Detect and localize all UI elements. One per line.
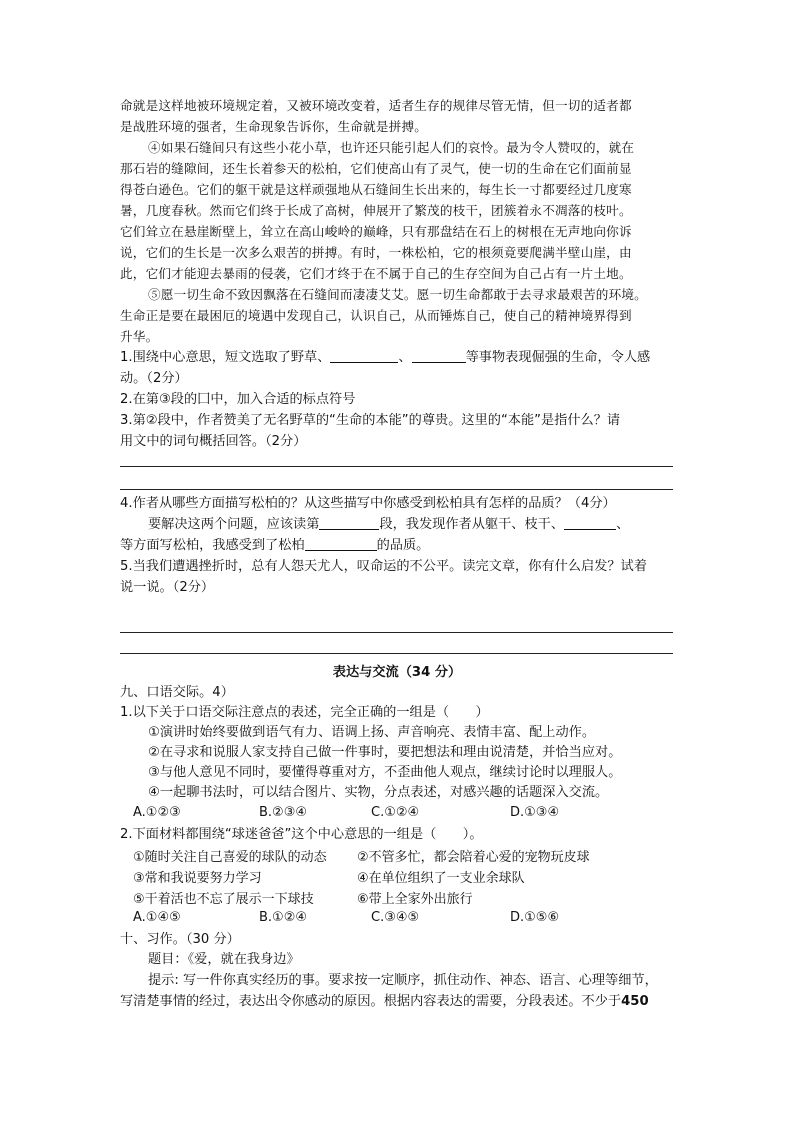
essay-hint: 提示: 写一件你真实经历的事。要求按一定顺序，抓住动作、神态、语言、心理等细节，	[148, 973, 658, 988]
answer-blank[interactable]	[412, 348, 466, 363]
question-text: 要解决这两个问题，应该读第	[148, 517, 320, 532]
choice-option-b[interactable]: B.②③④	[259, 805, 308, 820]
answer-line[interactable]	[120, 466, 673, 467]
question-text: 、	[616, 517, 630, 532]
part-10-heading: 十、习作。（30 分）	[120, 932, 240, 947]
choice-option-d[interactable]: D.①⑤⑥	[510, 910, 560, 925]
question-1-cont: 动。（2分）	[120, 371, 188, 386]
passage-line: 说，它们的生长是一次多么艰苦的拼搏。有时，一株松柏，它的根须竟要爬满半壁山崖，由	[120, 245, 632, 260]
material-item: ⑥带上全家外出旅行	[357, 892, 473, 907]
statement-item: ②在寻求和说服人家支持自己做一件事时，要把想法和理由说清楚，并恰当应对。	[148, 745, 622, 760]
answer-line[interactable]	[120, 489, 673, 490]
answer-blank[interactable]	[319, 515, 379, 530]
passage-line: ④如果石缝间只有这些小花小草，也许还只能引起人们的哀怜。最为令人赞叹的，就在	[148, 140, 635, 155]
passage-line: 此，它们才能迎去暴雨的侵袭，它们才终于在不属于自己的生存空间为自己占有一片土地。	[120, 266, 632, 281]
word-count: 450	[621, 994, 649, 1009]
question-text: 、	[398, 350, 412, 365]
question-text: 等方面写松柏，我感受到了松柏	[120, 538, 305, 553]
answer-blank[interactable]	[305, 536, 377, 551]
section-title: 表达与交流（34 分）	[332, 665, 462, 680]
answer-line[interactable]	[120, 632, 673, 633]
question-text: 1.围绕中心意思，短文选取了野草、	[120, 350, 331, 365]
choice-option-a[interactable]: A.①④⑤	[133, 910, 181, 925]
question-4-fill-cont	[120, 536, 429, 556]
material-item: ②不管多忙，都会陪着心爱的宠物玩皮球	[357, 850, 590, 865]
passage-line: 那石岩的缝隙间，还生长着参天的松柏，它们使高山有了灵气，使一切的生命在它们面前显	[120, 161, 632, 176]
choice-option-a[interactable]: A.①②③	[133, 805, 181, 820]
statement-item: ①演讲时始终要做到语气有力、语调上扬、声音响亮、表情丰富、配上动作。	[148, 725, 596, 740]
essay-hint-cont	[120, 992, 649, 1012]
passage-line: ⑤愿一切生命不致因飘落在石缝间而凄凄艾艾。愿一切生命都敢于去寻求最艰苦的环境。	[148, 287, 647, 302]
answer-line[interactable]	[120, 653, 673, 654]
answer-blank[interactable]	[330, 348, 398, 363]
passage-line: 暑，几度春秋。然而它们终于长成了高树，伸展开了繁茂的枝干，团簇着永不凋落的枝叶。	[120, 203, 632, 218]
passage-line: 命就是这样地被环境规定着，又被环境改变着，适者生存的规律尽管无情，但一切的适者都	[120, 98, 632, 113]
statement-item: ③与他人意见不同时，要懂得尊重对方，不歪曲他人观点，继续讨论时以理服人。	[148, 765, 622, 780]
answer-blank[interactable]	[564, 515, 616, 530]
question-4: 4.作者从哪些方面描写松柏的？从这些描写中你感受到松柏具有怎样的品质？（4分）	[120, 496, 616, 511]
statement-item: ④一起聊书法时，可以结合图片、实物，分点表述，对感兴趣的话题深入交流。	[148, 785, 609, 800]
part-9-question-1: 1.以下关于口语交际注意点的表述，完全正确的一组是（ ）	[120, 705, 489, 720]
question-5: 5.当我们遭遇挫折时，总有人怨天尤人，叹命运的不公平。读完文章，你有什么启发？试着	[120, 559, 647, 574]
material-item: ④在单位组织了一支业余球队	[357, 871, 525, 886]
material-item: ①随时关注自己喜爱的球队的动态	[133, 850, 327, 865]
choice-option-c[interactable]: C.①②④	[371, 805, 420, 820]
essay-topic: 题目：《爱，就在我身边》	[148, 952, 300, 967]
question-text: 的品质。	[376, 538, 430, 553]
passage-line: 它们耸立在悬崖断壁上，耸立在高山峻岭的巅峰，只有那盘结在石上的树根在无声地向你诉	[120, 224, 632, 239]
choice-option-c[interactable]: C.③④⑤	[371, 910, 420, 925]
material-item: ③常和我说要努力学习	[133, 871, 262, 886]
question-3: 3.第②段中，作者赞美了无名野草的“生命的本能”的尊贵。这里的“本能”是指什么？请	[120, 413, 621, 428]
choice-option-d[interactable]: D.①③④	[510, 805, 560, 820]
passage-line: 生命正是要在最困厄的境遇中发现自己，认识自己，从而锤炼自己，使自己的精神境界得到	[120, 308, 632, 323]
question-text: 等事物表现倔强的生命，令人感	[465, 350, 651, 365]
question-1	[120, 348, 650, 368]
material-item: ⑤干着活也不忘了展示一下球技	[133, 892, 314, 907]
question-3-cont: 用文中的词句概括回答。（2分）	[120, 434, 307, 449]
question-4-fill	[148, 515, 629, 535]
choice-option-b[interactable]: B.①②④	[259, 910, 308, 925]
part-9-heading: 九、口语交际。4）	[120, 685, 234, 700]
part-9-question-2: 2.下面材料都围绕“球迷爸爸”这个中心意思的一组是（ ）。	[120, 827, 483, 842]
question-5-cont: 说一说。（2分）	[120, 580, 215, 595]
passage-line: 升华。	[120, 329, 159, 344]
essay-hint-text: 写清楚事情的经过，表达出令你感动的原因。根据内容表达的需要，分段表述。不少于	[120, 994, 622, 1009]
question-2: 2.在第③段的囗中，加入合适的标点符号	[120, 392, 356, 407]
passage-line: 是战胜环境的强者，生命现象告诉你，生命就是拼搏。	[120, 119, 428, 134]
passage-line: 得苍白逊色。它们的躯干就是这样顽强地从石缝间生长出来的，每生长一寸都要经过几度寒	[120, 182, 632, 197]
question-text: 段，我发现作者从躯干、枝干、	[379, 517, 565, 532]
